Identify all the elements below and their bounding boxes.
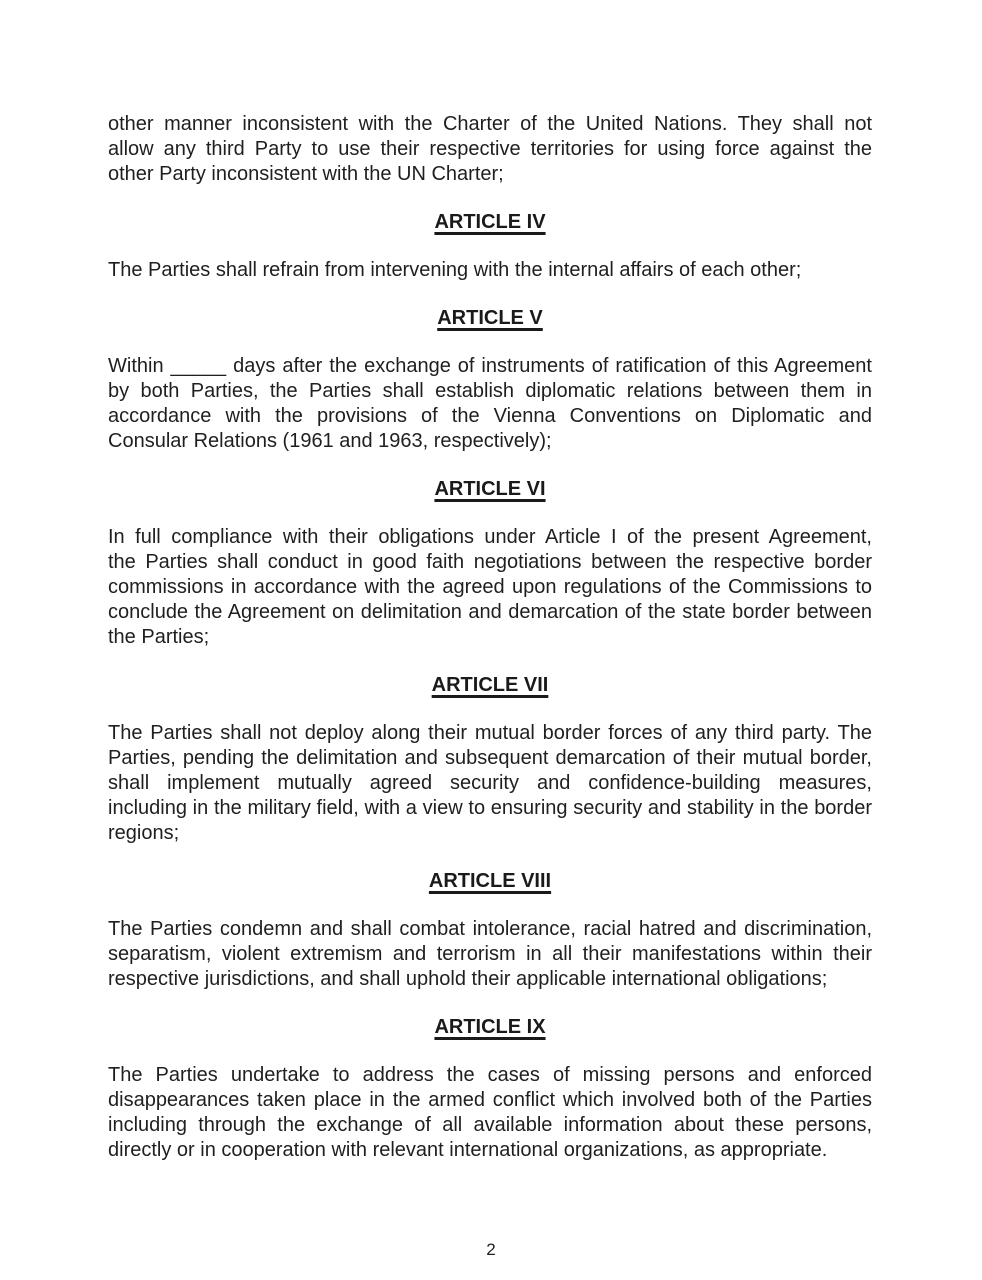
page-number: 2 <box>486 1240 496 1259</box>
paragraph-line: including in the military field, with a view to ensuring security and stability in the border <box>108 797 872 819</box>
paragraph-line: including through the exchange of all available information about these persons, <box>108 1114 872 1136</box>
paragraph-line: other Party inconsistent with the UN Charter; <box>108 163 504 185</box>
paragraph-line: The Parties condemn and shall combat intolerance, racial hatred and discrimination, <box>108 918 872 940</box>
paragraph-line: the Parties; <box>108 626 210 648</box>
article-heading: ARTICLE V <box>437 307 543 329</box>
paragraph-line: shall implement mutually agreed security and confidence-building measures, <box>108 772 872 794</box>
paragraph <box>108 721 872 846</box>
paragraph-line: The Parties undertake to address the cases of missing persons and enforced <box>108 1064 872 1086</box>
page-footer <box>0 1240 982 1260</box>
paragraph <box>108 917 872 992</box>
paragraph-line: Within _____ days after the exchange of instruments of ratification of this Agreement <box>108 355 872 377</box>
paragraph-line: In full compliance with their obligations under Article I of the present Agreement, <box>108 526 872 548</box>
paragraph-line: allow any third Party to use their respective territories for using force against the <box>108 138 872 160</box>
paragraph-line: disappearances taken place in the armed conflict which involved both of the Parties <box>108 1089 872 1111</box>
paragraph-line: separatism, violent extremism and terrorism in all their manifestations within their <box>108 943 872 965</box>
paragraph <box>108 354 872 454</box>
paragraph-line: commissions in accordance with the agreed upon regulations of the Commissions to <box>108 576 872 598</box>
document-body <box>108 112 872 1186</box>
paragraph <box>108 112 872 187</box>
article-heading: ARTICLE VIII <box>428 870 552 892</box>
paragraph-line: Consular Relations (1961 and 1963, respectively); <box>108 430 552 452</box>
paragraph-line: Parties, pending the delimitation and subsequent demarcation of their mutual border, <box>108 747 872 769</box>
article-heading: ARTICLE IV <box>434 211 546 233</box>
paragraph-line: The Parties shall refrain from intervening with the internal affairs of each other; <box>108 259 802 281</box>
article-heading: ARTICLE IX <box>434 1016 546 1038</box>
paragraph <box>108 1063 872 1163</box>
paragraph-line: directly or in cooperation with relevant international organizations, as appropriate. <box>108 1139 828 1161</box>
paragraph-line: The Parties shall not deploy along their mutual border forces of any third party. The <box>108 722 872 744</box>
paragraph-line: conclude the Agreement on delimitation and demarcation of the state border between <box>108 601 872 623</box>
article-heading: ARTICLE VI <box>434 478 546 500</box>
paragraph-line: other manner inconsistent with the Charter of the United Nations. They shall not <box>108 113 872 135</box>
paragraph <box>108 258 872 283</box>
paragraph-line: accordance with the provisions of the Vienna Conventions on Diplomatic and <box>108 405 872 427</box>
paragraph-line: the Parties shall conduct in good faith negotiations between the respective border <box>108 551 872 573</box>
article-heading: ARTICLE VII <box>431 674 549 696</box>
paragraph-line: by both Parties, the Parties shall establish diplomatic relations between them in <box>108 380 872 402</box>
paragraph <box>108 525 872 650</box>
paragraph-line: regions; <box>108 822 180 844</box>
paragraph-line: respective jurisdictions, and shall uphold their applicable international obligations; <box>108 968 828 990</box>
